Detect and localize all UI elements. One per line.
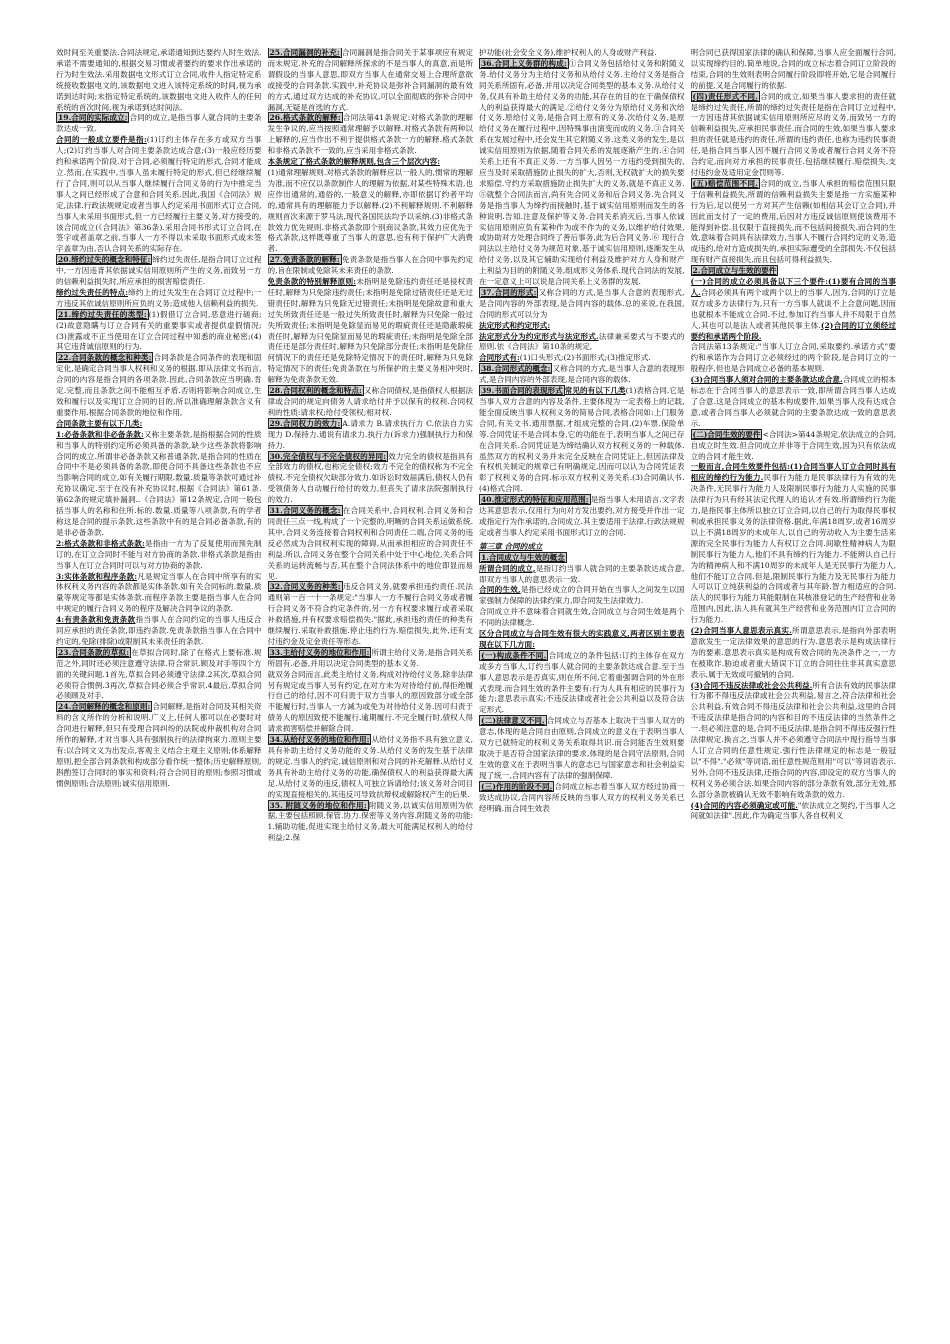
section-heading: 本条规定了格式条款的解释规则,包含三个层次内容: (267, 157, 441, 167)
body-text: 民事行为能力是民事法律行为有效的先决条件,无民事行为能力人及限制民事行为能力人实施的民事法律行为只有经其法定代理人的追认才有效.所谓缔约行为能力,是指民事主体所以独立订立合同,以自己的行为取得民事权利或承担民事义务的法律资格.据此,年满18周岁,或者16周岁以上不满18周岁的未成年人,以自己的劳动收入为主要生活来源的完全民事行为能力人有权订立合同.间歇性精神病人为限制民事行为能力人,他们不具有缔约行为能力.不能辨认自己行为的精神病人和不满10周岁的未成年人是无民事行为能力人,他们不能订立合同.但是,限制民事行为能力及无民事行为能力人可以订立纯获利益的合同或者与其年龄.智力相适应的合同.法人的民事行为能力其能限制在其核准登记的生产经营和业务范围内,因此,法人具有就其生产经营和业务范围内订立合同的行为能力. (690, 473, 896, 625)
body-text: 效力完全的债权是指具有全部效力的债权,也称完全债权;效力不完全的债权称为不完全债权.不完全债权欠缺部分效力.如诉讼时效届满后,债权人仍有受领债务人自动履行给付的效力,但丧失了请求法院强制执行的效力. (267, 451, 473, 505)
section-heading: 25.合同漏洞的补充: (269, 48, 340, 57)
body-text: 违反合同义务,就要承担违约责任.民法通则第一百一十一条规定:"当事人一方不履行合同义务或者履行合同义务不符合约定条件的,另一方有权要求履行或者采取补救措施,并有权要求赔偿损失."据此,承担违约责任的种类有继续履行.采取补救措施.停止违约行为.赔偿损失,此外,还有支付违约金及定金责任等形态. (267, 582, 473, 646)
paragraph (56, 648, 262, 703)
paragraph (479, 564, 685, 586)
paragraph (268, 801, 474, 845)
body-text: 效时间至关重要法.合同法规定,承诺通知到达要约人时生效法.承诺不需要通知的,根据交易习惯或者要约的要求作出承诺的行为时生效法.采用数据电文形式订立合同,收件人指定特定系统接收数据电文的,该数据电文进入该特定系统的时间,视为承诺到达时间;未指定特定系统的,该数据电文进入收件人的任何系统的首次时间,视为承诺到达时间法. (56, 48, 262, 112)
paragraph (268, 506, 474, 582)
section-heading: 32.合同义务的种类: (269, 582, 341, 592)
paragraph (691, 179, 897, 266)
body-text: 合同法第41条规定:对格式条款的理解发生争议的,应当按照通常理解予以解释.对格式条款有两种以上解释的,应当作出不利于提供格式条款一方的解释.格式条款和非格式条款不一致的,应当采用非格式条款. (267, 113, 473, 156)
paragraph (268, 157, 474, 168)
body-text: 合同的成立,如果当事人要求担的责任就是缔约过失责任,所谓的缔约过失责任是指在合同订立过程中,一方因违背其依据诚实信用原则所应尽的义务,而致另一方的信赖利益损失,应承担民事责任.而合同的生效,如果当事人要求担的责任就是违约的责任,所谓的违约责任,也称为违约民事责任,是指合同当事人因不履行合同义务或者履行合同义务不符合约定,而向对方承担的民事责任.包括继续履行.赔偿损失.支付违约金及适用定金罚则等. (690, 91, 896, 177)
paragraph (691, 430, 897, 463)
paragraph (479, 629, 685, 651)
body-text: 常见的有以下几类 (564, 386, 626, 396)
body-text: 在合同关系中,合同权利.合同义务和合同责任三点一线,构成了一个完整的,明晰的合同关系运做系统.其中,合同义务连接着合同权利和合同责任二端,合同义务的违反必然成为合同权利实现的障碍,从而承担相应的合同责任不利益.所以,合同义务在整个合同关系中处于中心地位,关系合同关系的运转流畅与否,其在整个合同法体系中的地位即显而易见. (267, 506, 473, 581)
text-column-1 (56, 48, 262, 1298)
body-text: 未指明是免除违约责任还是侵权责任时,解释为只免除违约责任;未指明是免除过错责任还是无过错责任时,解释为只免除无过错责任;未指明是免除故意和重大过失所致责任还是一般过失所致责任时,解释为只免除一般过失所致责任;未指明是免除显而易见的瑕疵责任还是隐蔽瑕疵责任时,解释为只免除显而易见的瑕疵责任;未指明是免除全部责任还是部分责任时,解释为只免除部分责任;未指明是免除任何情况下的责任还是免除特定情况下的责任时,解释为只免除特定情况下的责任;免责条款在与所保护的主要义务相冲突时,解释为免责条款无效. (267, 277, 473, 385)
body-text: 又称合同的方式,是当事人合意的表现形式,是合同内容的外部表现,是合同内容的载体.总的来说,在我国,合同的形式可以分为 (479, 287, 685, 319)
body-text: 指当事人在合同约定的当事人违反合同应承担的责任条款,即违约条款.免责条款指当事人在合同中约定的,免除(排除)或限制其未来责任的条款. (56, 615, 262, 646)
body-text: 合同法第13条规定:"当事人订立合同,采取要约.承诺方式"要约和承诺作为合同订立必须经过的两个阶段,是合同订立的一般程序,但也是合同成立必备的基本规则. (690, 342, 896, 374)
section-heading: 30.完全债权与不完全债权的异同: (269, 451, 387, 461)
body-text: 免责条款是指当事人在合同中事先约定的,旨在限制或免除其未来责任的条款. (267, 255, 473, 276)
body-text: 缔约过失责任,是指合同订立过程中,一方因违背其依据诚实信用原则所产生的义务,而致另一方的信赖利益损失时,所应承担的损害赔偿责任. (56, 255, 262, 287)
paragraph (691, 277, 897, 342)
body-text: 是指已经成立的合同开始在当事人之间发生以国家强制力保障的法律约束力,即合同发生法律效力. (479, 585, 685, 606)
section-heading: 28.合同权利的概念和特点: (269, 386, 362, 396)
body-text: 是指由一方为了反复使用而预先制订的,在订立合同时不能与对方协商的条款.非格式条款是指由当事人在订立合同时可以与对方协商的条款. (56, 538, 262, 570)
paragraph (56, 310, 262, 354)
section-heading: (3)合同当事人须对合同的主要条款达成合意. (690, 375, 843, 385)
paragraph (268, 386, 474, 419)
body-text: 护功能(社会安全义务),维护权利人的人身或财产利益. (479, 48, 657, 57)
section-heading: 31.合同义务的概念: (269, 506, 341, 516)
paragraph (268, 735, 474, 800)
section-heading: 19.合同的实际成立: (58, 113, 128, 123)
body-text: 所谓意思表示,是指向外部表明意欲发生一定法律效果的意思的行为.意思表示是构成法律行为的要素.意思表示真实是构成有效合同的先决条件之一,一方在被欺诈.胁迫或者重大错误下订立的合同往往非其真实意思表示,属于无效或可撤销的合同. (690, 626, 896, 679)
section-heading: 24.合同解释的概念和原则: (58, 702, 151, 712)
section-heading: 合同的生效, (479, 585, 521, 595)
section-heading: 合同的一般成立要件是指: (56, 135, 147, 145)
section-heading: 合同条款主要有以下几类: (56, 418, 143, 428)
paragraph (479, 553, 685, 564)
section-heading: 23.合同条款的草拟: (58, 647, 130, 657)
paragraph (479, 59, 685, 288)
paragraph (268, 670, 474, 735)
body-text: 合同成立标志着当事人双方经过协商一致达成协议,合同内容所反映的当事人双方的权利义务关系已经明确.而合同生效表 (479, 781, 685, 813)
text-column-4 (691, 48, 897, 1298)
section-heading: 26.格式条款的解释: (269, 113, 341, 123)
paragraph (56, 702, 262, 789)
section-heading: 22.合同条款的概念和种类: (58, 353, 152, 363)
section-heading: 第三章 合同的成立 (479, 541, 543, 551)
paragraph (479, 364, 685, 386)
section-heading: 1:必备条款和非必备条款: (56, 429, 144, 439)
body-text: 合同漏洞是指合同关于某事项应有规定而未规定.补充的合同解释所探求的不是当事人的真意,而是所谓假设的当事人意思,即双方当事人在通常交易上合理所意欲或接受的合同条款.实践中,补充协议是弥补合同漏洞的最有效的方式,通过双方达成的补充协议,可以全面彻底的弥补合同中漏洞,无疑是首选的方式. (267, 48, 473, 112)
body-text: <合同法>第44条规定,依法成立的合同,自成立时生效.但合同成立并非等于合同生效,因为只有依法成立的合同才能生效. (690, 429, 896, 461)
paragraph (56, 572, 262, 616)
paragraph (56, 135, 262, 255)
body-text: 从给付义务指不具有独立意义,具有补助主给付义务功能的义务.从给付义务的发生基于法律的规定.当事人的约定.诚信原则和对合同的补充解释.从给付义务具有补助主给付义务的功能,确保债权人的利益获得最大满足.从给付义务的违反,债权人可独立诉请给付;该义务对合同目的实现直接相关的,其违反可导致抗辩权或解除权产生的后果. (267, 735, 473, 799)
body-text: 又称合同的方式,是当事人合意的表现形式,是合同内容的外部表现,是合同内容的载体. (479, 364, 685, 385)
body-text: ①合同义务包括给付义务和附随义务.给付义务分为主给付义务和从给付义务.主给付义务是指合同关系所固有,必备,并用以决定合同类型的基本义务.从给付义务,仅具有补助主给付义务的功能,其存在的目的在于确保债权人的利益获得最大的满足.②给付义务分为原给付义务和次给付义务.原给付义务,是指合同上原有的义务.次给付义务,是原给付义务在履行过程中,因特殊事由演变而成的义务.③合同关系在发展过程中,还会发生其它附随义务.这类义务的发生,是以诚实信用原则为依据,随着合同关系的发展逐渐产生的.④合同关系上还有不真正义务.一方当事人因另一方违约受到损失的,应当及时采取措施防止损失的扩大,否则,无权就扩大的损失要求赔偿.守约方采取措施防止损失扩大的义务,就是不真正义务.⑤就整个合同法而言,尚有先合同义务和后合同义务.先合同义务是指当事人为缔约而接触时,基于诚实信用原则而发生的各种说明.告知.注意及保护等义务.合同关系消灭后,当事人依诚实信用原则应负有某种作为或不作为的义务,以维护给付效果,或协助对方处理合同终了善后事务,此为后合同义务.⑥ 现行合同法以主给付义务为规范对象,基于诚实信用原则,逐渐发生从给付义务,以及其它辅助实现给付利益及维护对方人身和财产上利益为目的的附随义务,组成形义务体系.现代合同法的发展,在一定意义上可以说是合同关系上义务群的发展. (479, 58, 685, 287)
paragraph (691, 626, 897, 681)
paragraph (56, 113, 262, 135)
body-text: 又称主要条款,是指根据合同的性质和当事人的特别约定所必须具备的条款,缺少这些条款将影响合同的成立.所谓非必备条款又称普通条款,是指合同的性质在合同中不是必须具备的条款,即使合同不具备这些条款也不应当影响合同的成立,如有关履行期限.数量.质量等条款可通过补充协议确定.至于在没有补充协议时,根据《合同法》第61条.第62条的规定填补漏洞..《合同法》第12条规定,合同一般包括当事人的名称和住所.标的.数量.质量等八项条款,有的学者称这是合同的提示条款,这些条款中有的是合同必备条款,有的是非必备条款. (56, 429, 262, 537)
section-heading: 4:有责条款和免责条款 (56, 615, 136, 625)
paragraph (268, 255, 474, 277)
body-text: 合同条款是合同条件的表现和固定化,是确定合同当事人权利和义务的根据.即从法律文书而言,合同的内容是指合同的各项条款.因此,合同条款应当明确.肯定.完整,而且条款之间不能相互矛盾.否则将影响合同成立,生效和履行以及实现订立合同的目的,所以准确理解条款含义有重要作用.根据合同条款的地位和作用, (56, 353, 262, 417)
paragraph (56, 288, 262, 310)
body-text: 合同必须具有两个或两个以上的当事人,因为,合同的订立是双方或多方法律行为,只有一方当事人就谈不上合意问题,因而也就根本不能成立合同.不过,参加订约当事人并不局限于自然人,其也可以是法人或者其他民事主体. (690, 287, 896, 330)
section-heading: 36.合同上义务群的构成: (481, 58, 567, 68)
section-heading: 29.合同权力的效力: (269, 418, 341, 428)
paragraph (56, 615, 262, 648)
paragraph (268, 648, 474, 670)
paragraph (479, 585, 685, 607)
body-text: 所谓主给付义务,是指合同关系所固有.必备,并用以决定合同类型的基本义务. (267, 647, 473, 668)
body-text: 合同的成立,是指当事人就合同的主要条款达成一致. (56, 113, 262, 134)
text-column-2 (268, 48, 474, 1298)
section-heading: 一般而言,合同生效要件包括:(1)合同当事人订立合同时具有相应的缔约行为能力. (690, 462, 896, 483)
section-heading: (一)构成条件不同. (481, 650, 547, 660)
paragraph (479, 288, 685, 321)
paragraph (268, 419, 474, 452)
section-heading: (2)合同当事人意思表示真实. (690, 626, 792, 636)
section-heading: 2.合同成立与生效的要件 (692, 266, 777, 276)
body-text: 合同成立的条件包括:订约主体存在双方或多方当事人,订约当事人就合同的主要条款达成合意.至于当事人意思表示是否真实,则在所不问,它着重强调合同的外在形式表现.而合同生效的条件主要有:行为人具有相应的民事行为能力;意思表示真实;不违反法律或者社会公共利益以及符合法定形式. (479, 650, 685, 715)
body-text: 合同解释,是指对合同及其相关资料的含义所作的分析和说明.广义上,任何人都可以在必要时对合同进行解释,但只有受理合同纠纷的法院或仲裁机构对合同所作的解释,才对当事人具有强制执行的法律拘束力.原则主要有:以合同文义为出发点,客观主义结合主观主义原则;体系解释原则,把全部合同条款和构成部分看作统一整体;历史解释原则,斟酌签订合同时的事实和资料;符合合同目的原则;参照习惯或惯例原则;合法原则;诚实信用原则. (56, 702, 262, 788)
section-heading: 27.免责条款的解释: (269, 255, 340, 265)
body-text: 在草拟合同时,除了在格式上要标准.规范之外,同时还必须注意遵守法律.符合常识.顾及对手等四个方面的关键问题.1首先,草拟合同必须遵守法律.2其次,草拟合同必须符合惯例.3再次,草拟合同必须合乎常识.4最后,草拟合同必须顾及对手. (56, 647, 262, 701)
section-heading: (五)赔偿范围不同. (692, 178, 758, 188)
paragraph (479, 386, 685, 495)
paragraph (479, 332, 685, 354)
body-text: 法律兼采要式与不要式的原则.依《合同法》第10条的规定, (479, 331, 685, 352)
section-heading: 37.合同的形式: (481, 287, 537, 297)
document-page (56, 48, 896, 1298)
section-heading: 缔约过失责任的特点: (56, 287, 129, 297)
paragraph (479, 495, 685, 539)
section-heading: 35. 附随义务的地位和作用: (269, 800, 367, 810)
paragraph (268, 277, 474, 386)
section-heading: 所谓合同的成立, (479, 563, 536, 573)
body-text: (1)口头形式;(2)书面形式;(3)推定形式. (519, 353, 651, 363)
body-text-tail: (1)表格合同.它是当事人双方合意的内容及条件,主要体现为一定表格上的记载,能全面反映当事人权利义务的简易合同,表格合同如:上门服务合同,有关文书.通用票据,才组成完整的合同.(2)车票.保险单等.合同凭证不是合同本身,它的功能在于,表明当事人之间已存在合同关系.合同凭证是为缔结确认双方权利义务的一种载体.虽然双方的权利义务并未完全反映在合同凭证上,但因法律及有权机关制定的规章已有明确规定,因而可以认为合同凭证表彰了权利义务的合同.标示双方权利义务关系.(3)合同确认书.(4)格式合同. (479, 386, 685, 494)
body-text: 就双务合同而言,此类主给付义务,构成对待给付义务,除非法律另有规定或当事人另有约定,在对方未为对待给付前,得拒绝履行自己的给付,因不可归责于双方当事人的原因致部分或全部不能履行时,当事人一方减为或免为对待给付义务.因可归责于债务人的原因致使不能履行.逾期履行.不完全履行时,债权人得请求损害赔偿并解除合同. (267, 669, 473, 734)
text-column-3 (479, 48, 685, 1298)
body-text: (1)通常理解规则.对格式条款的解释应以一般人的,惯常的理解为准,而不应仅以条款制作人的理解为依据,对某些特殊术语,也应作出通常的,通俗的,一般意义的解释,亦即依据订约者平均的,通常具有的理解能力予以解释.(2)不利解释规则.不利解释规则首次来源于罗马法,现代各国民法均予以采纳.(3)非格式条款效力优先规则.非格式条款即个别商议条款,其效力应优先于格式条款,这样既尊重了当事人的意思,也有利于保护广大消费者. (267, 167, 473, 254)
paragraph (691, 462, 897, 626)
paragraph (56, 430, 262, 539)
paragraph (479, 321, 685, 332)
section-heading: 2:格式条款和非格式条款: (56, 538, 145, 548)
section-heading: (3)合同不违反法律或社会公共利益. (690, 680, 813, 690)
section-heading: 合同形式有: (479, 353, 520, 363)
paragraph (479, 782, 685, 815)
paragraph (691, 681, 897, 801)
paragraph (691, 92, 897, 179)
body-text: (1)假借订立合同,恶意进行磋商;(2)故意隐瞒与订立合同有关的重要事实或者提供虚假情况;(3)泄露或不正当使用在订立合同过程中知悉的商业秘密;(4)其它违背诚信原则的行为. (56, 309, 262, 352)
body-text: A.请求力 B.请求执行力 C.依法自力实现力 D.保持力.通说有请求力.执行力(诉求力)强制执行力和保持力. (267, 418, 473, 450)
section-heading: (二)法律意义不同. (481, 716, 545, 726)
paragraph (56, 48, 262, 113)
body-text: 合同的成立,当事人承担的赔偿范围只限于信赖利益损失,所谓的信赖利益损失主要是指一方实施某种行为后,足以使另一方对其产生信赖(如相信其会订立合同),并因此而支付了一定的费用,后因对方违反诚信原则使该费用不能得到补偿.且仅限于直接损失,而不包括间接损失.而合同的生效,意味着合同具有法律效力,当事人不履行合同约定的义务,造成违约,给对方造成损失的,承担实际遭受的全部损失.不仅包括现有财产直接损失,而且包括可得利益损失. (690, 178, 896, 265)
paragraph (691, 342, 897, 375)
section-heading: 区分合同成立与合同生效有很大的实践意义,两者区别主要表现在以下几方面: (479, 629, 685, 649)
paragraph (268, 113, 474, 157)
section-heading: 33.主给付义务的地位和作用: (269, 647, 370, 657)
body-text: 合同成立与否基本上取决于当事人双方的意志,体现的是合同自由原则,合同成立的意义在于表明当事人双方已就特定的权利义务关系取得共识.而合同能否生效则要取决于是否符合国家法律的要求,体现的是合同守法原则,合同生效的意义在于表明当事人的意志已与国家意志和社会利益实现了统一,合同内容有了法律的强制保障. (479, 716, 685, 780)
paragraph (268, 168, 474, 255)
body-text: 凡是规定当事人在合同中所享有的实体权利义务内容的条款都是实体条款.如有关合同标的.数量.质量等规定等都是实体条款.而程序条款主要是指当事人在合同中规定的履行合同义务的程序及解决合同争议的条款. (56, 571, 262, 614)
paragraph (691, 48, 897, 92)
body-text: "依法成立之契约,于当事人之间就如法律".因此,作为确定当事人各自权利义 (690, 800, 896, 821)
section-heading: (一)合同的成立必须具备以下三个要件:(1)要有合同的当事人. (690, 277, 896, 297)
paragraph (268, 582, 474, 647)
body-text: 明合同已获得国家法律的确认和保障,当事人应全面履行合同,以实现缔约目的.简单地说,合同的成立标志着合同订立阶段的结束,合同的生效则表明合同履行阶段即将开始,它是合同履行的前提,又是合同履行的依据. (690, 48, 896, 90)
section-heading: 40.推定形式的特征和应用范围: (481, 495, 589, 505)
body-text: 是指订约当事人就合同的主要条款达成合意,即双方当事人的意思表示一致. (479, 563, 685, 584)
section-heading: 34.从给付义务的地位和作用: (269, 735, 370, 745)
paragraph (56, 419, 262, 430)
paragraph (56, 353, 262, 418)
paragraph (479, 607, 685, 629)
body-text: 所有合法有效的民事法律行为都不得违反法律或社会公共利益,易言之,符合法律和社会公共利益.有效合同不得违反法律和社会公共利益,这里的合同不违反法律是指合同的内容和目的不违反法律的当然条件之一.但必须注意的是,合同不违反法律,是指合同不得违反强行性法律规定.换言之,当事人并不必须遵守合同法中现行指导当事人订立合同的任意性规定.强行性法律规定的标志是一般冠以"不得"."必须"等词语,而任意性规范则用"可以"等词语表示.另外,合同不违反法律,还指合同的内容,即设定的双方当事人的权利义务必须合法.如果合同内容的部分条款有效,部分无效,那么部分条款被确认无效不影响有效条款的效力. (690, 680, 896, 799)
paragraph (691, 801, 897, 823)
section-heading: 21.缔约过失责任的类型: (58, 309, 147, 319)
section-heading: (四)责任形式不同. (692, 91, 758, 101)
section-heading: 20.缔约过失的概念和特征: (58, 255, 151, 265)
body-text: 合同成立并不意味着合同就生效,合同成立与合同生效是两个不同的法律概念. (479, 607, 685, 628)
section-heading: 法定形式分为约定形式与法定形式. (479, 331, 599, 341)
paragraph (479, 651, 685, 716)
paragraph (691, 266, 897, 277)
body-text: 是指当事人未用语言.文字表达其意思表示,仅用行为向对方发出要约,对方接受并作出一定或指定行为作承诺的,合同成立.其主要适用于法律.行政法规规定或者当事人约定采用书面形式订立的合同. (479, 495, 685, 537)
section-heading: 3:实体条款和程序条款: (56, 571, 138, 581)
section-heading: (二)合同生效的要件 (692, 429, 761, 439)
body-text: (1)订约主体存在多方或双方当事人;(2)订约当事人对合同主要条款达成合意;(3)一般应经历要约和承诺两个阶段.对于合同,必须履行特定的形式,合同才能成立.然而,在实践中,当事人虽未履行特定的形式,但已经继续履行了合同,则可以从当事人继续履行合同义务的行为中推定当事人之间已经形成了合意和合同关系.因此,我国《合同法》规定,法律.行政法规规定或者当事人约定采用书面形式订立合同,当事人未采用书面形式,但一方已经履行主要义务,对方接受的,该合同成立(《合同法》第36条).采用合同书形式订立合同,在签字或者盖章之前,当事人一方不得以未采取书面形式或未签字盖章为由,否认合同关系的实际存在. (56, 135, 262, 254)
body-text: 缔约上的过失发生在合同订立过程中;一方违反其依诚信原则所应负的义务;造成他人信赖利益的损失. (56, 287, 262, 308)
section-heading: (4)合同的内容必须确定或可能. (690, 800, 798, 810)
body-text: 合同成立的根本标志在于合同当事人的意思表示一致,即所谓合同当事人达成了合意.这是合同成立的基本构成要件,如果当事人没有达成合意,或者合同当事人必须就合同的主要条款达成一致的意思表示. (690, 375, 896, 428)
body-text: 附随义务,以诚实信用原则为依据,主要包括照顾.保管.协力.保密等义务内容.附随义务的功能:1.辅助功能,促进实现主给付义务,最大可能满足权利人的给付利益;2.保 (267, 800, 473, 843)
paragraph (56, 255, 262, 288)
paragraph (479, 716, 685, 781)
paragraph (268, 452, 474, 507)
body-text: 又称合同债权,是指债权人根据法律或合同的规定向债务人请求给付并予以保有的权利.合同权利的性质:请求权;给付受领权;相对权. (267, 386, 473, 417)
section-heading: 39.书面合同的表现形式 (481, 386, 563, 396)
paragraph (268, 48, 474, 113)
paragraph (56, 539, 262, 572)
section-heading: 法定形式和约定形式: (479, 320, 551, 330)
section-heading: (三)作用的阶段不同. (481, 781, 553, 791)
paragraph (691, 375, 897, 430)
section-heading: 免责条款的特别解释原则: (267, 277, 357, 287)
section-heading: 38.合同形式的概念: (481, 364, 551, 374)
body-text-tail: (2)合同的订立须经过要约和承诺两个阶段. (690, 320, 896, 341)
section-heading: 1.合同成立与生效的概念 (481, 552, 565, 562)
